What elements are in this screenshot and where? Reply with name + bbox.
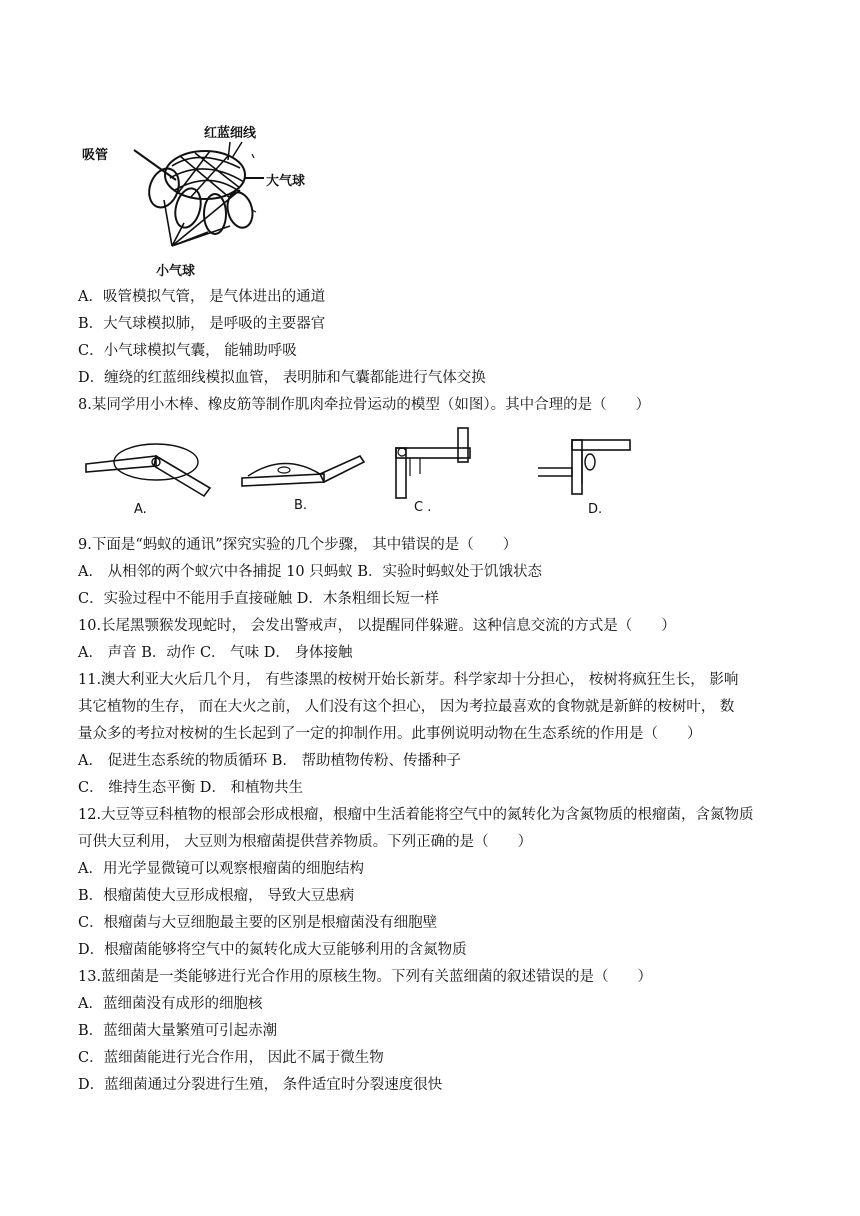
respiratory-model-figure: [80, 118, 320, 278]
q11-options-row2: C． 维持生态平衡 D． 和植物共生: [78, 780, 304, 796]
respiratory-model-drawing: [80, 118, 320, 278]
q13-option-b: B．蓝细菌大量繁殖可引起赤潮: [78, 1023, 278, 1039]
model-d-label: D.: [588, 502, 603, 517]
model-d: [538, 440, 630, 494]
model-c-label: C .: [414, 500, 432, 515]
q7-option-d: D．缠绕的红蓝细线模拟血管， 表明肺和气囊都能进行气体交换: [78, 370, 486, 386]
q13-option-c: C．蓝细菌能进行光合作用， 因此不属于微生物: [78, 1050, 384, 1066]
q13-option-a: A．蓝细菌没有成形的细胞核: [78, 996, 263, 1012]
model-c: [396, 428, 470, 498]
q13-stem: 13.蓝细菌是一类能够进行光合作用的原核生物。下列有关蓝细菌的叙述错误的是（ ）: [78, 969, 653, 985]
muscle-bone-models-drawing: [84, 426, 644, 522]
model-b: [242, 456, 364, 486]
model-a: [86, 444, 210, 496]
q10-stem: 10.长尾黑颚猴发现蛇时， 会发出警戒声， 以提醒同伴躲避。这种信息交流的方式是（ ）: [78, 618, 676, 634]
q10-options: A． 声音 B．动作 C． 气味 D． 身体接触: [78, 645, 353, 661]
q7-option-c: C．小气球模拟气囊， 能辅助呼吸: [78, 343, 297, 359]
q11-line1: 11.澳大利亚大火后几个月， 有些漆黑的桉树开始长新芽。科学家却十分担心， 桉树将疯狂生长， 影响: [78, 672, 739, 688]
q9-options-row1: A． 从相邻的两个蚁穴中各捕捉 10 只蚂蚁 B．实验时蚂蚁处于饥饿状态: [78, 564, 543, 580]
q12-line1: 12.大豆等豆科植物的根部会形成根瘤，根瘤中生活着能将空气中的氮转化为含氮物质的根瘤菌，含氮物质: [78, 807, 754, 823]
q11-line2: 其它植物的生存， 而在大火之前， 人们没有这个担心， 因为考拉最喜欢的食物就是新鲜的桉树叶， 数: [78, 699, 735, 715]
model-b-label: B.: [294, 498, 308, 513]
q13-option-d: D．蓝细菌通过分裂进行生殖， 条件适宜时分裂速度很快: [78, 1077, 443, 1093]
small-balloon-label: 小气球: [156, 264, 196, 279]
q12-line2: 可供大豆利用， 大豆则为根瘤菌提供营养物质。下列正确的是（ ）: [78, 834, 533, 850]
q7-option-b: B．大气球模拟肺， 是呼吸的主要器官: [78, 316, 326, 332]
q12-option-d: D．根瘤菌能够将空气中的氮转化成大豆能够利用的含氮物质: [78, 942, 467, 958]
straw-label: 吸管: [82, 148, 109, 163]
model-a-label: A.: [134, 502, 147, 517]
q12-option-b: B．根瘤菌使大豆形成根瘤， 导致大豆患病: [78, 888, 355, 904]
q12-option-c: C．根瘤菌与大豆细胞最主要的区别是根瘤菌没有细胞壁: [78, 915, 438, 931]
big-balloon-label: 大气球: [266, 174, 306, 189]
q11-options-row1: A． 促进生态系统的物质循环 B． 帮助植物传粉、传播种子: [78, 753, 461, 769]
q7-option-a: A．吸管模拟气管， 是气体进出的通道: [78, 289, 326, 305]
q8-stem: 8.某同学用小木棒、橡皮筋等制作肌肉牵拉骨运动的模型（如图）。其中合理的是（ ）: [78, 397, 651, 413]
q9-stem: 9.下面是“蚂蚁的通讯”探究实验的几个步骤， 其中错误的是（ ）: [78, 537, 518, 553]
muscle-bone-models-figure: [84, 426, 644, 522]
q12-option-a: A．用光学显微镜可以观察根瘤菌的细胞结构: [78, 861, 364, 877]
q9-options-row2: C．实验过程中不能用手直接碰触 D．木条粗细长短一样: [78, 591, 439, 607]
thread-label: 红蓝细线: [204, 126, 257, 141]
q11-line3: 量众多的考拉对桉树的生长起到了一定的抑制作用。此事例说明动物在生态系统的作用是（ ）: [78, 726, 702, 742]
